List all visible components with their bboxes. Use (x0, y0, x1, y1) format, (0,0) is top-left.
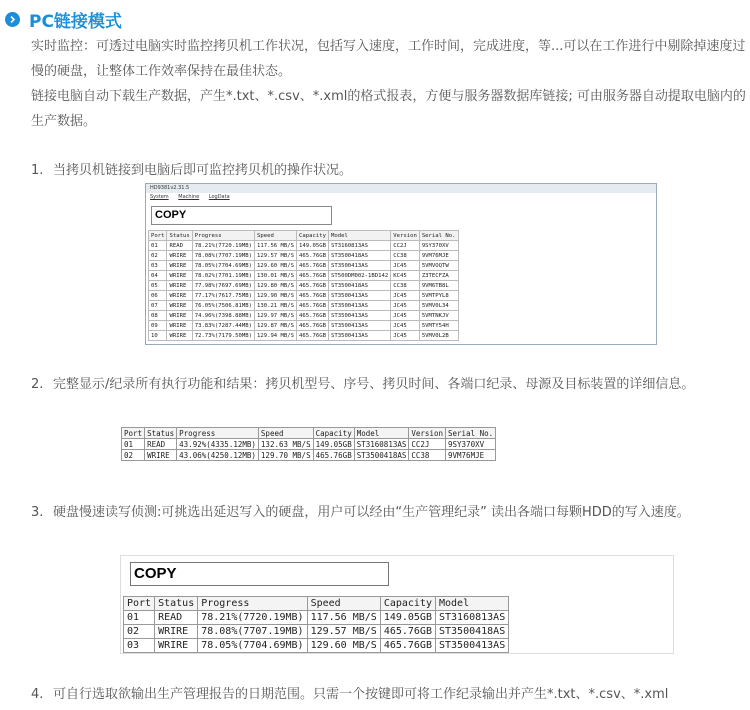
column-header: Model (435, 597, 508, 611)
table-cell: Z3TECFZA (419, 271, 458, 281)
table-cell: 43.06%(4250.12MB) (177, 450, 259, 461)
chevron-right-icon (5, 12, 20, 27)
menu-bar (146, 193, 656, 201)
table-cell: 129.57 MB/S (254, 251, 296, 261)
table-row (122, 439, 496, 450)
table-cell: 117.56 MB/S (254, 241, 296, 251)
list-number: 2. (31, 377, 44, 392)
list-number: 3. (31, 505, 44, 520)
table-cell: WRIRE (145, 450, 177, 461)
list-number: 4. (31, 687, 44, 702)
table-cell: CC38 (391, 251, 420, 261)
table-cell: ST3160813AS (435, 611, 508, 625)
table-cell: 06 (149, 291, 167, 301)
list-item-1 (31, 158, 747, 183)
list-item-3 (31, 500, 747, 525)
column-header: Progress (192, 231, 254, 241)
table-row (149, 311, 459, 321)
table-cell: WRIRE (167, 281, 192, 291)
table-cell: READ (155, 611, 198, 625)
table-row (149, 321, 459, 331)
table-cell: 03 (124, 639, 155, 653)
column-header: Speed (254, 231, 296, 241)
column-header: Version (409, 428, 446, 439)
table-cell: JC45 (391, 321, 420, 331)
list-item-2 (31, 372, 747, 397)
table-cell: 129.60 MB/S (254, 261, 296, 271)
table-cell: 77.98%(7697.69MB) (192, 281, 254, 291)
table-cell: WRIRE (155, 639, 198, 653)
table-cell: 5VMTY54H (419, 321, 458, 331)
table-cell: 5VMTNKJV (419, 311, 458, 321)
table-cell: JC45 (391, 331, 420, 341)
column-header: Progress (198, 597, 307, 611)
table-cell: 5VMTPYL8 (419, 291, 458, 301)
table-cell: 130.21 MB/S (254, 301, 296, 311)
table-cell: 08 (149, 311, 167, 321)
table-cell: 117.56 MB/S (307, 611, 380, 625)
table-cell: 465.76GB (297, 321, 329, 331)
table-cell: 05 (149, 281, 167, 291)
table-cell: 43.92%(4335.12MB) (177, 439, 259, 450)
table-cell: 465.76GB (297, 261, 329, 271)
copy-mode-label: COPY (130, 562, 389, 586)
table-cell: 9SY370XV (419, 241, 458, 251)
table-cell: CC2J (391, 241, 420, 251)
table-cell: WRIRE (167, 261, 192, 271)
table-cell: 129.97 MB/S (254, 311, 296, 321)
table-cell: ST3500413AS (328, 331, 390, 341)
table-cell: 9SY370XV (446, 439, 496, 450)
table-cell: 149.05GB (297, 241, 329, 251)
table-row (149, 281, 459, 291)
table-cell: WRIRE (167, 311, 192, 321)
table-cell: 149.05GB (380, 611, 435, 625)
table-cell: 465.76GB (380, 639, 435, 653)
column-header: Model (354, 428, 409, 439)
table-cell: 01 (124, 611, 155, 625)
list-text: 可自行选取欲输出生产管理报告的日期范围。只需一个按键即可将工作纪录输出并产生*.txt、*.csv、*.xml (53, 687, 669, 702)
table-cell: READ (145, 439, 177, 450)
table-cell: 129.90 MB/S (254, 291, 296, 301)
table-cell: WRIRE (167, 321, 192, 331)
table-cell: WRIRE (167, 291, 192, 301)
table-cell: 129.70 MB/S (258, 450, 313, 461)
column-header: Port (124, 597, 155, 611)
table-cell: CC38 (409, 450, 446, 461)
list-text: 完整显示/纪录所有执行功能和结果：拷贝机型号、序号、拷贝时间、各端口纪录、母源及目标装置的详细信息。 (53, 377, 695, 392)
table-cell: 78.05%(7704.69MB) (192, 261, 254, 271)
section-title: PC链接模式 (29, 11, 122, 32)
table-row (149, 271, 459, 281)
window-titlebar: HD9381v2.31.5 (146, 184, 656, 193)
table-cell: 129.60 MB/S (307, 639, 380, 653)
table-cell: 132.63 MB/S (258, 439, 313, 450)
table-row (124, 639, 509, 653)
list-item-4 (31, 682, 747, 707)
table-cell: ST500DM002-1BD142 (328, 271, 390, 281)
table-cell: ST3500418AS (354, 450, 409, 461)
column-header: Serial No. (419, 231, 458, 241)
table-cell: ST3500413AS (328, 261, 390, 271)
table-cell: 5VMV0L2B (419, 331, 458, 341)
table-cell: 07 (149, 301, 167, 311)
table-cell: 9VM6TB8L (419, 281, 458, 291)
table-cell: 130.01 MB/S (254, 271, 296, 281)
table-cell: READ (167, 241, 192, 251)
column-header: Model (328, 231, 390, 241)
table-cell: WRIRE (155, 625, 198, 639)
table-row (149, 241, 459, 251)
table-cell: 74.96%(7398.88MB) (192, 311, 254, 321)
column-header: Status (155, 597, 198, 611)
table-cell: ST3500413AS (435, 639, 508, 653)
table-cell: 9VM76MJE (419, 251, 458, 261)
table-cell: 129.57 MB/S (307, 625, 380, 639)
table-cell: ST3500413AS (328, 291, 390, 301)
table-cell: 02 (122, 450, 145, 461)
column-header: Speed (258, 428, 313, 439)
table-cell: ST3500413AS (328, 311, 390, 321)
table-cell: 03 (149, 261, 167, 271)
column-header: Serial No. (446, 428, 496, 439)
table-cell: 78.02%(7701.19MB) (192, 271, 254, 281)
table-cell: ST3500413AS (328, 301, 390, 311)
table-cell: 5VMVOQTW (419, 261, 458, 271)
copy-mode-label: COPY (151, 206, 332, 225)
table-cell: 9VM76MJE (446, 450, 496, 461)
table-row (149, 331, 459, 341)
column-header: Speed (307, 597, 380, 611)
table-cell: KC45 (391, 271, 420, 281)
table-row (149, 291, 459, 301)
table-cell: WRIRE (167, 251, 192, 261)
table-cell: 76.05%(7506.81MB) (192, 301, 254, 311)
table-cell: ST3500418AS (435, 625, 508, 639)
table-cell: 78.08%(7707.19MB) (192, 251, 254, 261)
table-cell: 465.76GB (380, 625, 435, 639)
table-cell: ST3160813AS (354, 439, 409, 450)
table-cell: 78.08%(7707.19MB) (198, 625, 307, 639)
table-cell: WRIRE (167, 271, 192, 281)
table-cell: 465.76GB (297, 291, 329, 301)
table-cell: 465.76GB (313, 450, 354, 461)
table-cell: 149.05GB (313, 439, 354, 450)
table-row (149, 251, 459, 261)
table-cell: 5VMV0L34 (419, 301, 458, 311)
column-header: Port (149, 231, 167, 241)
menu-machine: Machine (178, 194, 200, 200)
screenshot-monitor-window (145, 183, 657, 345)
record-table (121, 427, 496, 461)
table-cell: ST3500418AS (328, 281, 390, 291)
table-cell: 72.73%(7179.50MB) (192, 331, 254, 341)
table-row (149, 301, 459, 311)
table-cell: ST3160813AS (328, 241, 390, 251)
table-row (124, 611, 509, 625)
port-status-table (148, 230, 459, 341)
table-cell: 09 (149, 321, 167, 331)
list-text: 当拷贝机链接到电脑后即可监控拷贝机的操作状况。 (53, 163, 353, 178)
table-cell: 129.87 MB/S (254, 321, 296, 331)
column-header: Port (122, 428, 145, 439)
table-cell: 465.76GB (297, 331, 329, 341)
intro-text (31, 34, 747, 134)
table-cell: 02 (124, 625, 155, 639)
table-cell: 77.17%(7617.75MB) (192, 291, 254, 301)
table-cell: 465.76GB (297, 301, 329, 311)
table-row (122, 450, 496, 461)
list-text: 硬盘慢速读写侦测:可挑选出延迟写入的硬盘，用户可以经由“生产管理纪录” 读出各端口每颗HDD的写入速度。 (53, 505, 690, 520)
table-cell: 78.05%(7704.69MB) (198, 639, 307, 653)
table-cell: 78.21%(7720.19MB) (192, 241, 254, 251)
table-cell: 01 (149, 241, 167, 251)
table-cell: JC45 (391, 291, 420, 301)
table-cell: WRIRE (167, 301, 192, 311)
table-cell: 78.21%(7720.19MB) (198, 611, 307, 625)
table-row (149, 261, 459, 271)
column-header: Status (167, 231, 192, 241)
table-cell: 465.76GB (297, 281, 329, 291)
table-cell: 01 (122, 439, 145, 450)
table-cell: 465.76GB (297, 251, 329, 261)
table-cell: JC45 (391, 311, 420, 321)
menu-system: System (150, 194, 169, 200)
table-cell: 02 (149, 251, 167, 261)
section-header (5, 7, 122, 31)
speed-table (123, 596, 509, 653)
intro-paragraph-2: 链接电脑自动下载生产数据，产生*.txt、*.csv、*.xml的格式报表，方便与服务器数据库链接; 可由服务器自动提取电脑内的生产数据。 (31, 89, 746, 129)
intro-paragraph-1: 实时监控：可透过电脑实时监控拷贝机工作状况，包括写入速度，工作时间，完成进度，等...可以在工作进行中剔除掉速度过慢的硬盘，让整体工作效率保持在最佳状态。 (31, 39, 746, 79)
screenshot-speed-detect (120, 555, 674, 654)
column-header: Capacity (297, 231, 329, 241)
column-header: Status (145, 428, 177, 439)
table-cell: CC38 (391, 281, 420, 291)
table-cell: ST3500418AS (328, 251, 390, 261)
table-cell: 10 (149, 331, 167, 341)
table-cell: WRIRE (167, 331, 192, 341)
table-cell: CC2J (409, 439, 446, 450)
list-number: 1. (31, 163, 44, 178)
column-header: Capacity (313, 428, 354, 439)
table-cell: 04 (149, 271, 167, 281)
table-cell: 465.76GB (297, 311, 329, 321)
table-cell: 465.76GB (297, 271, 329, 281)
table-cell: ST3500413AS (328, 321, 390, 331)
column-header: Version (391, 231, 420, 241)
table-cell: 129.94 MB/S (254, 331, 296, 341)
column-header: Progress (177, 428, 259, 439)
table-cell: 129.80 MB/S (254, 281, 296, 291)
table-cell: JC45 (391, 261, 420, 271)
table-cell: 73.83%(7287.44MB) (192, 321, 254, 331)
column-header: Capacity (380, 597, 435, 611)
menu-logdata: LogData (208, 194, 230, 200)
table-row (124, 625, 509, 639)
table-cell: JC45 (391, 301, 420, 311)
